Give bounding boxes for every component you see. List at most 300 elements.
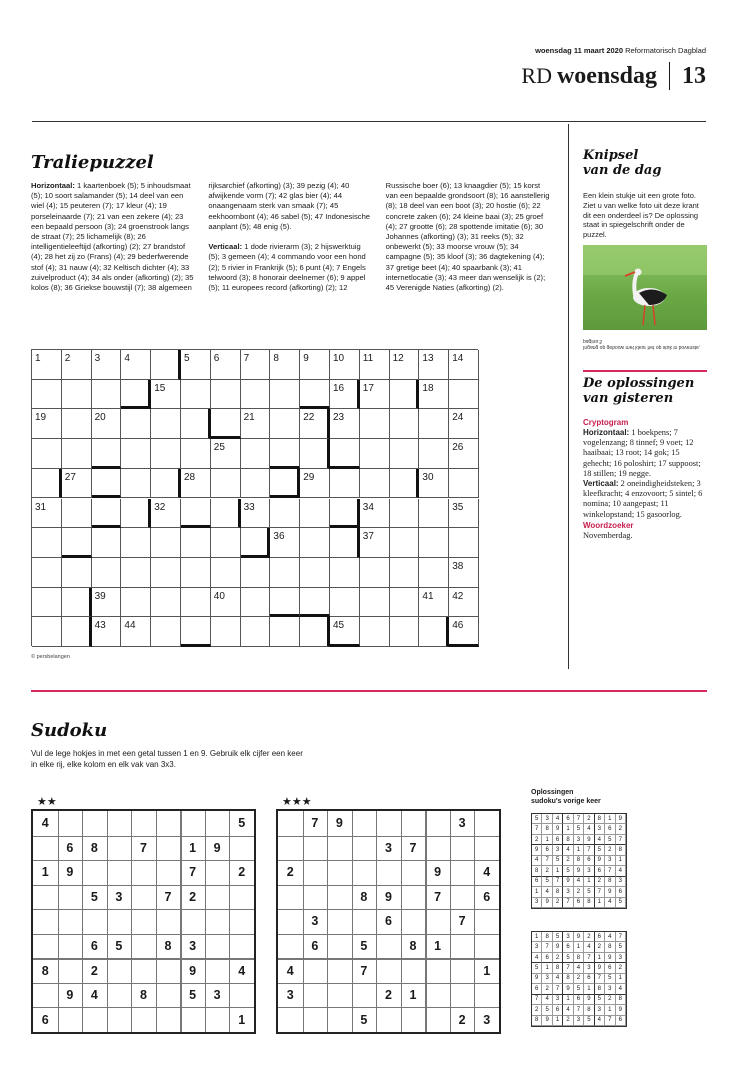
crossword-cell[interactable]	[300, 350, 330, 380]
sudoku-cell[interactable]	[107, 983, 132, 1008]
crossword-cell[interactable]	[449, 528, 479, 558]
sudoku-cell[interactable]	[58, 958, 83, 983]
sudoku-cell[interactable]	[352, 811, 377, 836]
sudoku-cell[interactable]	[450, 934, 475, 959]
sudoku-cell[interactable]: 6	[311, 939, 319, 954]
sudoku-cell[interactable]: 8	[360, 889, 368, 904]
sudoku-cell[interactable]	[425, 983, 450, 1008]
crossword-cell[interactable]	[390, 528, 420, 558]
crossword-cell[interactable]	[181, 409, 211, 439]
crossword-cell[interactable]	[62, 350, 92, 380]
sudoku-cell[interactable]	[58, 1007, 83, 1032]
sudoku-cell[interactable]: 6	[483, 889, 491, 904]
sudoku-cell[interactable]	[401, 958, 426, 983]
crossword-cell[interactable]	[151, 439, 181, 469]
sudoku-cell[interactable]: 8	[409, 939, 417, 954]
sudoku-cell[interactable]: 6	[41, 1012, 49, 1027]
crossword-cell[interactable]	[390, 558, 420, 588]
crossword-cell[interactable]	[241, 558, 271, 588]
crossword-cell[interactable]	[330, 588, 360, 618]
sudoku-cell[interactable]	[278, 885, 303, 910]
sudoku-cell[interactable]: 3	[189, 939, 197, 954]
crossword-cell[interactable]	[390, 350, 420, 380]
crossword-cell[interactable]	[32, 380, 62, 410]
crossword-cell[interactable]	[241, 499, 271, 529]
sudoku-cell[interactable]	[107, 909, 132, 934]
sudoku-cell[interactable]: 7	[360, 963, 368, 978]
crossword-cell[interactable]	[211, 617, 241, 647]
sudoku-cell[interactable]: 1	[409, 988, 417, 1003]
crossword-cell[interactable]	[62, 409, 92, 439]
sudoku-cell[interactable]	[107, 860, 132, 885]
sudoku-cell[interactable]	[82, 1007, 107, 1032]
crossword-cell[interactable]	[449, 558, 479, 588]
crossword-cell[interactable]	[419, 558, 449, 588]
sudoku-cell[interactable]: 3	[384, 840, 392, 855]
sudoku-cell[interactable]	[131, 1007, 156, 1032]
sudoku-cell[interactable]	[229, 836, 254, 861]
crossword-cell[interactable]	[92, 617, 122, 647]
sudoku-cell[interactable]	[425, 836, 450, 861]
sudoku-cell[interactable]: 1	[189, 840, 197, 855]
sudoku-cell[interactable]	[376, 811, 401, 836]
crossword-cell[interactable]	[62, 528, 92, 558]
crossword-cell[interactable]	[151, 409, 181, 439]
crossword-cell[interactable]	[32, 528, 62, 558]
crossword-cell[interactable]	[270, 499, 300, 529]
sudoku-cell[interactable]	[278, 909, 303, 934]
sudoku-cell[interactable]	[58, 909, 83, 934]
crossword-cell[interactable]	[360, 617, 390, 647]
crossword-cell[interactable]	[390, 469, 420, 499]
sudoku-cell[interactable]	[376, 860, 401, 885]
sudoku-cell[interactable]	[180, 909, 205, 934]
crossword-cell[interactable]	[62, 380, 92, 410]
crossword-cell[interactable]	[32, 499, 62, 529]
crossword-grid[interactable]	[31, 349, 478, 646]
crossword-cell[interactable]	[211, 499, 241, 529]
sudoku-cell[interactable]	[205, 885, 230, 910]
sudoku-cell[interactable]: 5	[360, 1012, 368, 1027]
crossword-cell[interactable]	[181, 617, 211, 647]
sudoku-cell[interactable]: 7	[189, 865, 197, 880]
crossword-cell[interactable]	[360, 469, 390, 499]
crossword-cell[interactable]	[270, 469, 300, 499]
sudoku-cell[interactable]: 8	[139, 988, 147, 1003]
sudoku-cell[interactable]: 7	[458, 914, 466, 929]
crossword-cell[interactable]	[360, 439, 390, 469]
sudoku-cell[interactable]	[156, 811, 181, 836]
crossword-cell[interactable]	[241, 528, 271, 558]
sudoku-cell[interactable]: 6	[384, 914, 392, 929]
sudoku-cell[interactable]	[278, 836, 303, 861]
sudoku-cell[interactable]	[303, 958, 328, 983]
sudoku-cell[interactable]: 1	[434, 939, 442, 954]
sudoku-cell[interactable]	[229, 983, 254, 1008]
crossword-cell[interactable]	[121, 499, 151, 529]
sudoku-cell[interactable]	[205, 934, 230, 959]
sudoku-cell[interactable]	[425, 909, 450, 934]
sudoku-cell[interactable]	[131, 885, 156, 910]
sudoku-cell[interactable]: 5	[115, 939, 123, 954]
sudoku-cell[interactable]: 2	[286, 865, 294, 880]
sudoku-cell[interactable]	[450, 836, 475, 861]
crossword-cell[interactable]	[360, 380, 390, 410]
sudoku-cell[interactable]	[156, 958, 181, 983]
crossword-cell[interactable]	[92, 528, 122, 558]
crossword-cell[interactable]	[32, 409, 62, 439]
sudoku-cell[interactable]	[450, 983, 475, 1008]
crossword-cell[interactable]	[419, 350, 449, 380]
crossword-cell[interactable]	[121, 380, 151, 410]
crossword-cell[interactable]	[32, 439, 62, 469]
sudoku-cell[interactable]	[450, 885, 475, 910]
sudoku-cell[interactable]	[131, 934, 156, 959]
sudoku-cell[interactable]: 1	[41, 865, 49, 880]
crossword-cell[interactable]	[330, 558, 360, 588]
crossword-cell[interactable]	[330, 409, 360, 439]
sudoku-cell[interactable]	[107, 836, 132, 861]
crossword-cell[interactable]	[92, 588, 122, 618]
crossword-cell[interactable]	[449, 617, 479, 647]
crossword-cell[interactable]	[121, 409, 151, 439]
crossword-cell[interactable]	[270, 409, 300, 439]
sudoku-grid-hard[interactable]	[276, 809, 501, 1034]
crossword-cell[interactable]	[151, 350, 181, 380]
sudoku-cell[interactable]: 7	[164, 889, 172, 904]
sudoku-cell[interactable]: 8	[90, 840, 98, 855]
sudoku-cell[interactable]	[229, 934, 254, 959]
sudoku-cell[interactable]	[450, 958, 475, 983]
crossword-cell[interactable]	[32, 350, 62, 380]
sudoku-cell[interactable]	[205, 958, 230, 983]
sudoku-cell[interactable]	[229, 909, 254, 934]
crossword-cell[interactable]	[241, 409, 271, 439]
sudoku-cell[interactable]	[474, 983, 499, 1008]
sudoku-cell[interactable]: 3	[458, 816, 466, 831]
crossword-cell[interactable]	[390, 588, 420, 618]
sudoku-cell[interactable]	[401, 909, 426, 934]
crossword-cell[interactable]	[449, 588, 479, 618]
sudoku-cell[interactable]	[425, 958, 450, 983]
sudoku-cell[interactable]: 4	[483, 865, 491, 880]
sudoku-cell[interactable]: 9	[189, 963, 197, 978]
crossword-cell[interactable]	[300, 528, 330, 558]
sudoku-cell[interactable]: 1	[238, 1012, 246, 1027]
sudoku-cell[interactable]	[327, 885, 352, 910]
sudoku-cell[interactable]: 2	[189, 889, 197, 904]
crossword-cell[interactable]	[270, 528, 300, 558]
crossword-cell[interactable]	[32, 617, 62, 647]
sudoku-cell[interactable]	[425, 1007, 450, 1032]
sudoku-cell[interactable]	[82, 811, 107, 836]
crossword-cell[interactable]	[419, 499, 449, 529]
sudoku-cell[interactable]: 5	[90, 889, 98, 904]
crossword-cell[interactable]	[62, 469, 92, 499]
sudoku-cell[interactable]	[33, 909, 58, 934]
crossword-cell[interactable]	[181, 588, 211, 618]
sudoku-cell[interactable]	[327, 983, 352, 1008]
sudoku-cell[interactable]	[327, 958, 352, 983]
crossword-cell[interactable]	[121, 617, 151, 647]
crossword-cell[interactable]	[270, 588, 300, 618]
crossword-cell[interactable]	[360, 588, 390, 618]
crossword-cell[interactable]	[151, 469, 181, 499]
sudoku-cell[interactable]	[156, 860, 181, 885]
crossword-cell[interactable]	[300, 558, 330, 588]
crossword-cell[interactable]	[300, 588, 330, 618]
sudoku-cell[interactable]: 2	[384, 988, 392, 1003]
crossword-cell[interactable]	[360, 558, 390, 588]
crossword-cell[interactable]	[330, 350, 360, 380]
sudoku-cell[interactable]	[156, 836, 181, 861]
sudoku-cell[interactable]	[327, 934, 352, 959]
sudoku-cell[interactable]	[376, 934, 401, 959]
crossword-cell[interactable]	[211, 469, 241, 499]
sudoku-cell[interactable]: 4	[238, 963, 246, 978]
crossword-cell[interactable]	[181, 499, 211, 529]
sudoku-cell[interactable]	[107, 1007, 132, 1032]
sudoku-cell[interactable]	[474, 934, 499, 959]
crossword-cell[interactable]	[390, 380, 420, 410]
crossword-cell[interactable]	[92, 409, 122, 439]
crossword-cell[interactable]	[32, 558, 62, 588]
crossword-cell[interactable]	[360, 499, 390, 529]
sudoku-cell[interactable]	[303, 885, 328, 910]
crossword-cell[interactable]	[390, 439, 420, 469]
crossword-cell[interactable]	[449, 409, 479, 439]
sudoku-cell[interactable]	[425, 811, 450, 836]
sudoku-cell[interactable]	[205, 1007, 230, 1032]
crossword-cell[interactable]	[241, 617, 271, 647]
sudoku-cell[interactable]: 3	[483, 1012, 491, 1027]
sudoku-cell[interactable]	[303, 836, 328, 861]
crossword-cell[interactable]	[62, 558, 92, 588]
sudoku-cell[interactable]	[327, 860, 352, 885]
sudoku-cell[interactable]	[180, 811, 205, 836]
sudoku-cell[interactable]	[474, 836, 499, 861]
crossword-cell[interactable]	[270, 439, 300, 469]
sudoku-cell[interactable]: 2	[90, 963, 98, 978]
crossword-cell[interactable]	[181, 469, 211, 499]
crossword-cell[interactable]	[151, 558, 181, 588]
sudoku-cell[interactable]	[278, 934, 303, 959]
crossword-cell[interactable]	[300, 439, 330, 469]
sudoku-cell[interactable]: 9	[434, 865, 442, 880]
sudoku-cell[interactable]	[303, 1007, 328, 1032]
sudoku-cell[interactable]	[82, 909, 107, 934]
sudoku-cell[interactable]	[376, 958, 401, 983]
crossword-cell[interactable]	[270, 350, 300, 380]
crossword-cell[interactable]	[211, 380, 241, 410]
crossword-cell[interactable]	[92, 499, 122, 529]
sudoku-cell[interactable]: 7	[409, 840, 417, 855]
crossword-cell[interactable]	[449, 499, 479, 529]
sudoku-cell[interactable]	[278, 1007, 303, 1032]
sudoku-cell[interactable]	[156, 1007, 181, 1032]
sudoku-grid-easy[interactable]	[31, 809, 256, 1034]
crossword-cell[interactable]	[360, 350, 390, 380]
crossword-cell[interactable]	[419, 469, 449, 499]
sudoku-cell[interactable]	[205, 909, 230, 934]
crossword-cell[interactable]	[419, 380, 449, 410]
crossword-cell[interactable]	[62, 439, 92, 469]
sudoku-cell[interactable]: 3	[311, 914, 319, 929]
sudoku-cell[interactable]	[401, 1007, 426, 1032]
crossword-cell[interactable]	[300, 617, 330, 647]
sudoku-cell[interactable]	[58, 811, 83, 836]
sudoku-cell[interactable]	[107, 958, 132, 983]
crossword-cell[interactable]	[390, 409, 420, 439]
crossword-cell[interactable]	[360, 409, 390, 439]
sudoku-cell[interactable]: 3	[213, 988, 221, 1003]
sudoku-cell[interactable]	[33, 983, 58, 1008]
sudoku-cell[interactable]: 9	[384, 889, 392, 904]
sudoku-cell[interactable]	[352, 983, 377, 1008]
sudoku-cell[interactable]	[352, 860, 377, 885]
crossword-cell[interactable]	[241, 350, 271, 380]
crossword-cell[interactable]	[121, 588, 151, 618]
crossword-cell[interactable]	[419, 439, 449, 469]
sudoku-cell[interactable]	[474, 909, 499, 934]
crossword-cell[interactable]	[270, 558, 300, 588]
crossword-cell[interactable]	[151, 588, 181, 618]
crossword-cell[interactable]	[62, 499, 92, 529]
crossword-cell[interactable]	[241, 469, 271, 499]
crossword-cell[interactable]	[92, 380, 122, 410]
sudoku-cell[interactable]	[352, 909, 377, 934]
crossword-cell[interactable]	[330, 439, 360, 469]
sudoku-cell[interactable]	[58, 934, 83, 959]
sudoku-cell[interactable]	[131, 860, 156, 885]
sudoku-cell[interactable]: 5	[238, 816, 246, 831]
sudoku-cell[interactable]	[401, 885, 426, 910]
sudoku-cell[interactable]: 7	[139, 840, 147, 855]
crossword-cell[interactable]	[419, 617, 449, 647]
sudoku-cell[interactable]: 9	[66, 865, 74, 880]
crossword-cell[interactable]	[449, 380, 479, 410]
crossword-cell[interactable]	[181, 380, 211, 410]
crossword-cell[interactable]	[211, 588, 241, 618]
crossword-cell[interactable]	[300, 469, 330, 499]
sudoku-cell[interactable]	[82, 860, 107, 885]
sudoku-cell[interactable]: 8	[164, 939, 172, 954]
sudoku-cell[interactable]	[131, 958, 156, 983]
crossword-cell[interactable]	[92, 558, 122, 588]
crossword-cell[interactable]	[211, 439, 241, 469]
crossword-cell[interactable]	[211, 528, 241, 558]
crossword-cell[interactable]	[390, 617, 420, 647]
crossword-cell[interactable]	[449, 350, 479, 380]
crossword-cell[interactable]	[62, 588, 92, 618]
sudoku-cell[interactable]: 5	[360, 939, 368, 954]
crossword-cell[interactable]	[211, 350, 241, 380]
crossword-cell[interactable]	[211, 558, 241, 588]
crossword-cell[interactable]	[330, 499, 360, 529]
sudoku-cell[interactable]: 6	[66, 840, 74, 855]
crossword-cell[interactable]	[181, 558, 211, 588]
crossword-cell[interactable]	[241, 380, 271, 410]
crossword-cell[interactable]	[32, 588, 62, 618]
crossword-cell[interactable]	[449, 439, 479, 469]
sudoku-cell[interactable]	[33, 934, 58, 959]
crossword-cell[interactable]	[270, 380, 300, 410]
sudoku-cell[interactable]: 7	[311, 816, 319, 831]
sudoku-cell[interactable]: 4	[41, 816, 49, 831]
sudoku-cell[interactable]	[401, 811, 426, 836]
crossword-cell[interactable]	[360, 528, 390, 558]
crossword-cell[interactable]	[151, 380, 181, 410]
sudoku-cell[interactable]: 9	[213, 840, 221, 855]
sudoku-cell[interactable]	[180, 1007, 205, 1032]
crossword-cell[interactable]	[92, 350, 122, 380]
sudoku-cell[interactable]: 9	[66, 988, 74, 1003]
sudoku-cell[interactable]	[205, 811, 230, 836]
sudoku-cell[interactable]	[156, 909, 181, 934]
crossword-cell[interactable]	[181, 350, 211, 380]
crossword-cell[interactable]	[121, 350, 151, 380]
crossword-cell[interactable]	[241, 439, 271, 469]
crossword-cell[interactable]	[419, 588, 449, 618]
crossword-cell[interactable]	[300, 380, 330, 410]
crossword-cell[interactable]	[449, 469, 479, 499]
crossword-cell[interactable]	[330, 469, 360, 499]
crossword-cell[interactable]	[300, 499, 330, 529]
crossword-cell[interactable]	[211, 409, 241, 439]
crossword-cell[interactable]	[330, 528, 360, 558]
sudoku-cell[interactable]	[58, 885, 83, 910]
sudoku-cell[interactable]: 6	[90, 939, 98, 954]
sudoku-cell[interactable]	[205, 860, 230, 885]
sudoku-cell[interactable]	[376, 1007, 401, 1032]
sudoku-cell[interactable]: 2	[458, 1012, 466, 1027]
crossword-cell[interactable]	[151, 528, 181, 558]
sudoku-cell[interactable]	[278, 811, 303, 836]
crossword-cell[interactable]	[390, 499, 420, 529]
sudoku-cell[interactable]: 1	[483, 963, 491, 978]
sudoku-cell[interactable]	[156, 983, 181, 1008]
sudoku-cell[interactable]: 2	[238, 865, 246, 880]
crossword-cell[interactable]	[330, 380, 360, 410]
crossword-cell[interactable]	[62, 617, 92, 647]
crossword-cell[interactable]	[121, 558, 151, 588]
sudoku-cell[interactable]	[327, 909, 352, 934]
crossword-cell[interactable]	[419, 528, 449, 558]
sudoku-cell[interactable]	[131, 909, 156, 934]
sudoku-cell[interactable]: 5	[189, 988, 197, 1003]
sudoku-cell[interactable]	[401, 860, 426, 885]
sudoku-cell[interactable]: 8	[41, 963, 49, 978]
sudoku-cell[interactable]	[33, 885, 58, 910]
sudoku-cell[interactable]: 3	[286, 988, 294, 1003]
sudoku-cell[interactable]: 7	[434, 889, 442, 904]
crossword-cell[interactable]	[121, 528, 151, 558]
crossword-cell[interactable]	[330, 617, 360, 647]
crossword-cell[interactable]	[181, 439, 211, 469]
sudoku-cell[interactable]	[352, 836, 377, 861]
sudoku-cell[interactable]: 9	[335, 816, 343, 831]
crossword-cell[interactable]	[151, 499, 181, 529]
crossword-cell[interactable]	[32, 469, 62, 499]
sudoku-cell[interactable]: 4	[286, 963, 294, 978]
sudoku-cell[interactable]: 3	[115, 889, 123, 904]
crossword-cell[interactable]	[151, 617, 181, 647]
crossword-cell[interactable]	[92, 439, 122, 469]
crossword-cell[interactable]	[270, 617, 300, 647]
sudoku-cell[interactable]	[303, 983, 328, 1008]
sudoku-cell[interactable]	[229, 885, 254, 910]
crossword-cell[interactable]	[241, 588, 271, 618]
